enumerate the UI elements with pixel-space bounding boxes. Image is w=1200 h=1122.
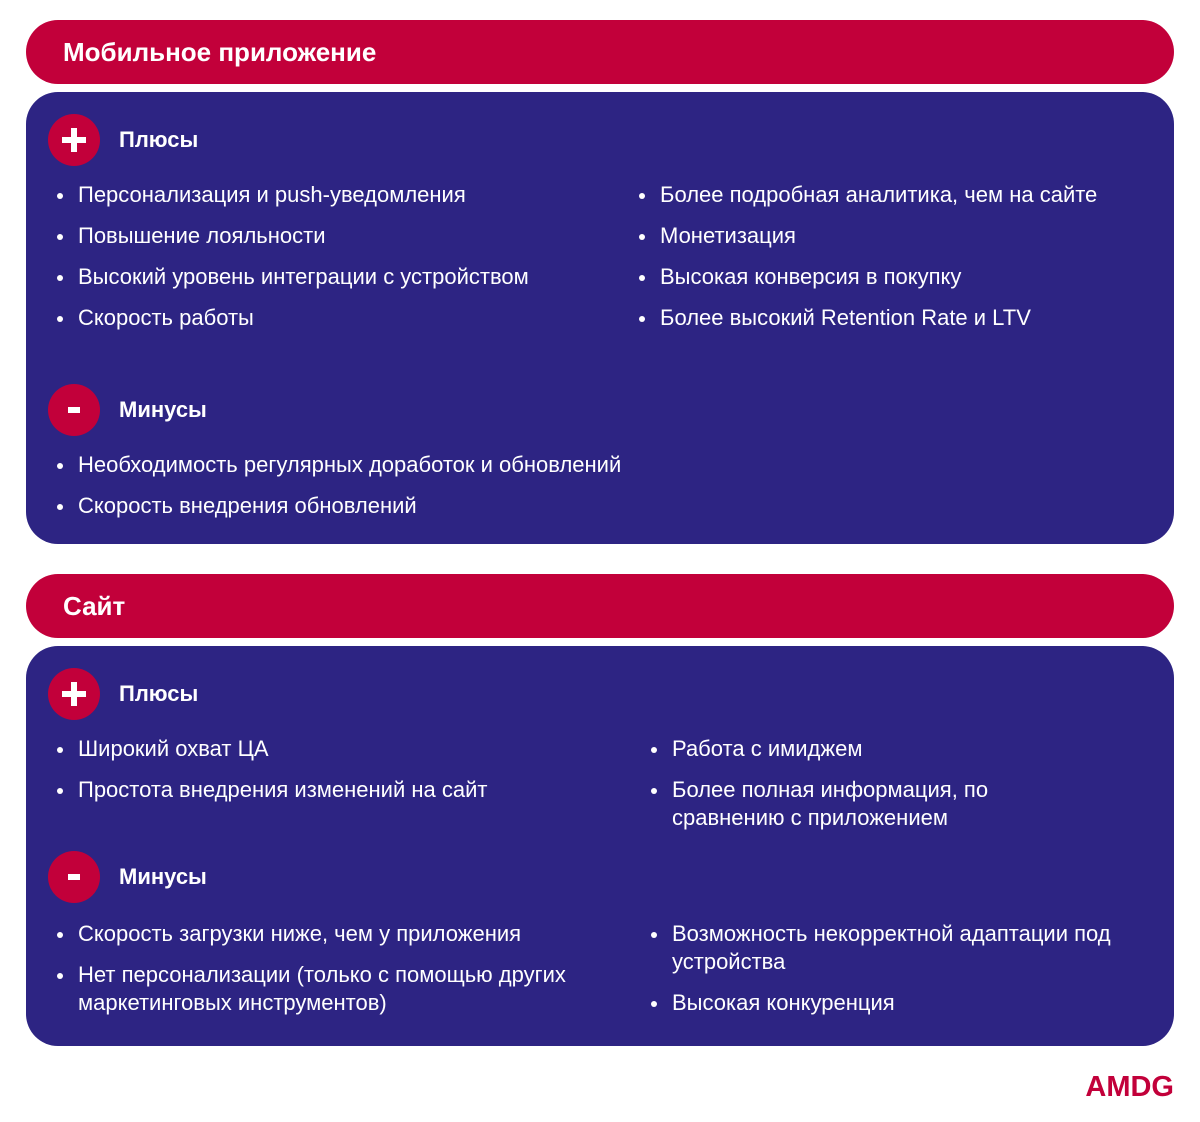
mobile-pros-left-list <box>54 181 634 345</box>
list-item: Простота внедрения изменений на сайт <box>54 776 634 804</box>
list-item: Более полная информация, по сравнению с приложением <box>648 776 1068 832</box>
list-item: Более высокий Retention Rate и LTV <box>636 304 1166 332</box>
list-item: Персонализация и push-уведомления <box>54 181 634 209</box>
list-item: Высокая конкуренция <box>648 989 1128 1017</box>
list-item: Широкий охват ЦА <box>54 735 634 763</box>
minus-icon <box>48 384 100 436</box>
site-cons-heading <box>48 851 207 903</box>
list-item: Повышение лояльности <box>54 222 634 250</box>
mobile-cons-heading <box>48 384 207 436</box>
site-card <box>26 646 1174 1046</box>
list-item: Высокая конверсия в покупку <box>636 263 1166 291</box>
list-item: Скорость загрузки ниже, чем у приложения <box>54 920 584 948</box>
site-title: Сайт <box>63 590 126 621</box>
mobile-title: Мобильное приложение <box>63 36 377 67</box>
brand-logo: AMDG <box>1085 1071 1174 1103</box>
list-item: Нет персонализации (только с помощью других маркетинговых инструментов) <box>54 961 584 1017</box>
mobile-pros-right-list <box>636 181 1166 345</box>
list-item: Высокий уровень интеграции с устройством <box>54 263 634 291</box>
list-item: Монетизация <box>636 222 1166 250</box>
site-pros-right-list <box>648 735 1068 845</box>
mobile-card <box>26 92 1174 544</box>
list-item: Необходимость регулярных доработок и обновлений <box>54 451 1054 479</box>
list-item: Скорость внедрения обновлений <box>54 492 1054 520</box>
mobile-pros-heading <box>48 114 198 166</box>
mobile-cons-label: Минусы <box>119 397 207 422</box>
list-item: Возможность некорректной адаптации под устройства <box>648 920 1128 976</box>
site-header <box>26 574 1174 638</box>
list-item: Работа с имиджем <box>648 735 1068 763</box>
minus-icon <box>48 851 100 903</box>
site-pros-label: Плюсы <box>119 681 199 706</box>
site-pros-heading <box>48 668 198 720</box>
mobile-pros-label: Плюсы <box>119 127 199 152</box>
site-cons-label: Минусы <box>119 864 207 889</box>
list-item: Более подробная аналитика, чем на сайте <box>636 181 1166 209</box>
mobile-header <box>26 20 1174 84</box>
plus-icon <box>48 668 100 720</box>
site-pros-left-list <box>54 735 634 817</box>
plus-icon <box>48 114 100 166</box>
mobile-cons-list <box>54 451 1054 533</box>
site-cons-left-list <box>54 920 584 1030</box>
list-item: Скорость работы <box>54 304 634 332</box>
site-cons-right-list <box>648 920 1128 1030</box>
